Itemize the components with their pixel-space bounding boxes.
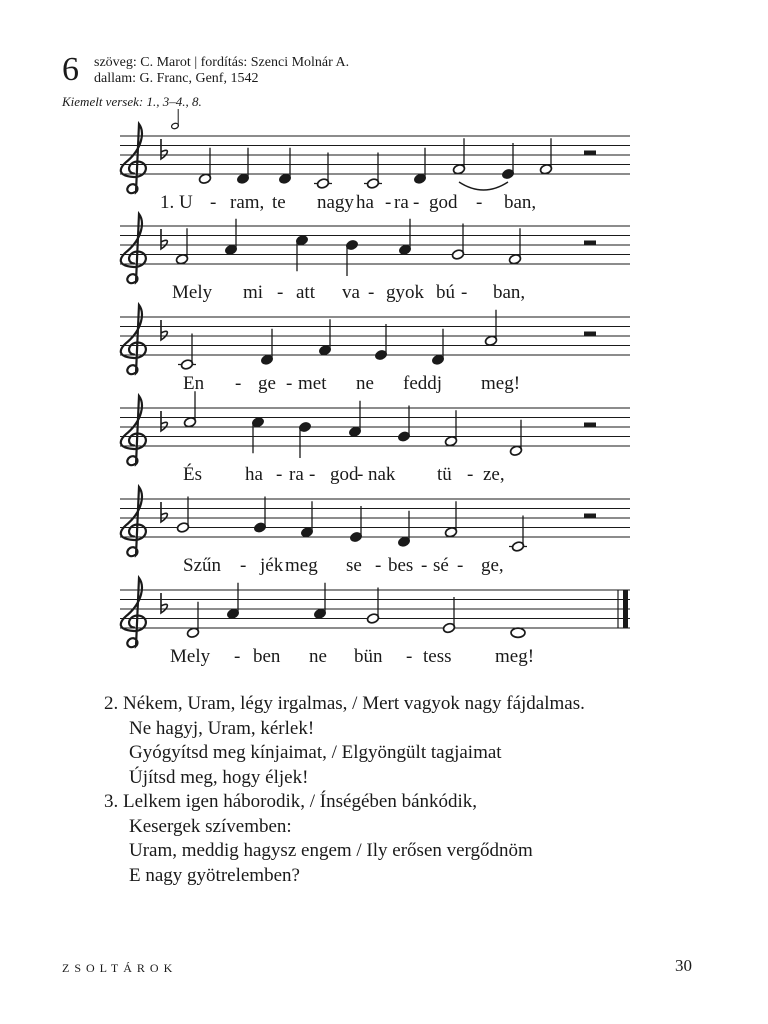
- treble-clef: [121, 396, 146, 465]
- flat-sign: [161, 411, 167, 431]
- half-rest: [584, 241, 596, 246]
- slur: [459, 182, 508, 190]
- lyric-hyphen: -: [235, 373, 242, 394]
- lyric-hyphen: -: [277, 282, 284, 303]
- lyric-syllable: ben: [253, 646, 281, 667]
- lyric-hyphen: -: [276, 464, 283, 485]
- lyric-hyphen: -: [210, 192, 217, 213]
- lyric-syllable: meg!: [495, 646, 535, 667]
- section-name: ZSOLTÁROK: [62, 961, 178, 975]
- treble-clef: [121, 214, 146, 283]
- lyric-syllable: ge: [258, 373, 276, 394]
- lyric-syllable: meg!: [481, 373, 521, 394]
- lyric-hyphen: -: [357, 464, 364, 485]
- lyric-syllable: sé: [433, 555, 449, 576]
- lyric-hyphen: -: [413, 192, 420, 213]
- lyric-syllable: tü: [437, 464, 452, 485]
- lyric-syllable: feddj: [403, 373, 443, 394]
- lyric-syllable: ha: [356, 192, 374, 213]
- treble-clef: [121, 305, 146, 374]
- flat-sign: [161, 320, 167, 340]
- flat-sign: [161, 502, 167, 522]
- lyric-syllable: Mely: [172, 282, 213, 303]
- lyric-syllable: ne: [309, 646, 327, 667]
- lyric-syllable: Szűn: [183, 555, 221, 576]
- lyric-syllable: ban,: [504, 192, 537, 213]
- lyric-syllable: nagy: [317, 192, 354, 213]
- lyric-syllable: att: [296, 282, 315, 303]
- stanza-line: Gyógyítsd meg kínjaimat, / Elgyöngült tagjaimat: [129, 742, 502, 763]
- lyric-syllable: bün: [354, 646, 383, 667]
- half-rest: [584, 151, 596, 156]
- half-rest: [584, 514, 596, 519]
- lyric-syllable: ne: [356, 373, 374, 394]
- stanza-2: [104, 692, 585, 790]
- lyric-syllable: ge,: [481, 555, 504, 576]
- lyric-hyphen: -: [457, 555, 464, 576]
- lyric-syllable: ra: [394, 192, 409, 213]
- hymn-number: 6: [62, 51, 79, 88]
- lyric-syllable: se: [346, 555, 362, 576]
- half-rest: [584, 423, 596, 428]
- lyric-syllable: bes: [388, 555, 414, 576]
- treble-clef: [121, 124, 146, 193]
- lyric-syllable: bú: [436, 282, 455, 303]
- stanza-line: Uram, meddig hagysz engem / Ily erősen vergődnöm: [129, 840, 533, 861]
- half-rest: [584, 332, 596, 337]
- page-number: 30: [675, 956, 692, 975]
- lyric-hyphen: -: [421, 555, 428, 576]
- lyric-syllable: meg: [285, 555, 318, 576]
- lyric-hyphen: -: [309, 464, 316, 485]
- treble-clef: [121, 578, 146, 647]
- lyric-syllable: god: [429, 192, 458, 213]
- lyric-syllable: És: [183, 464, 202, 485]
- lyric-syllable: 1. U: [160, 192, 193, 213]
- lyric-hyphen: -: [461, 282, 468, 303]
- lyric-syllable: tess: [423, 646, 452, 667]
- lyric-syllable: met: [298, 373, 327, 394]
- lyric-hyphen: -: [375, 555, 382, 576]
- lyric-hyphen: -: [476, 192, 483, 213]
- lyric-hyphen: -: [240, 555, 247, 576]
- credit-text: szöveg: C. Marot | fordítás: Szenci Molnár A.: [94, 55, 350, 70]
- stanza-line: 2. Nékem, Uram, légy irgalmas, / Mert vagyok nagy fájdalmas.: [104, 693, 585, 714]
- lyric-syllable: ram,: [230, 192, 265, 213]
- lyric-syllable: gyok: [386, 282, 424, 303]
- lyric-hyphen: -: [385, 192, 392, 213]
- stanza-3: [104, 790, 585, 888]
- lyric-syllable: ha: [245, 464, 263, 485]
- flat-sign: [161, 139, 167, 159]
- stanza-line: Kesergek szívemben:: [129, 815, 292, 837]
- lyric-syllable: jék: [260, 555, 284, 576]
- selected-verses: Kiemelt versek: 1., 3–4., 8.: [62, 94, 202, 109]
- stanzas: [104, 692, 585, 888]
- final-barline: [623, 590, 628, 628]
- flat-sign: [161, 229, 167, 249]
- whole-note: [511, 628, 525, 637]
- lyric-hyphen: -: [406, 646, 413, 667]
- lyric-syllable: mi: [243, 282, 264, 303]
- lyric-syllable: ban,: [493, 282, 526, 303]
- lyric-hyphen: -: [234, 646, 241, 667]
- lyric-hyphen: -: [368, 282, 375, 303]
- lyric-hyphen: -: [286, 373, 293, 394]
- lyric-syllable: ra: [289, 464, 304, 485]
- lyric-hyphen: -: [467, 464, 474, 485]
- lyric-syllable: god: [330, 464, 359, 485]
- stanza-line: Újítsd meg, hogy éljek!: [129, 766, 309, 788]
- lyric-syllable: ze,: [483, 464, 505, 485]
- credit-melody: dallam: G. Franc, Genf, 1542: [94, 71, 259, 86]
- lyric-syllable: va: [342, 282, 360, 303]
- lyric-syllable: te: [272, 192, 286, 213]
- treble-clef: [121, 487, 146, 556]
- stanza-line: E nagy gyötrelemben?: [129, 864, 300, 886]
- lyric-syllable: Mely: [170, 646, 211, 667]
- lyric-syllable: En: [183, 373, 205, 394]
- stanza-line: 3. Lelkem igen háborodik, / Ínségében bánkódik,: [104, 791, 478, 812]
- lyric-syllable: nak: [368, 464, 396, 485]
- flat-sign: [161, 593, 167, 613]
- stanza-line: Ne hagyj, Uram, kérlek!: [129, 717, 315, 739]
